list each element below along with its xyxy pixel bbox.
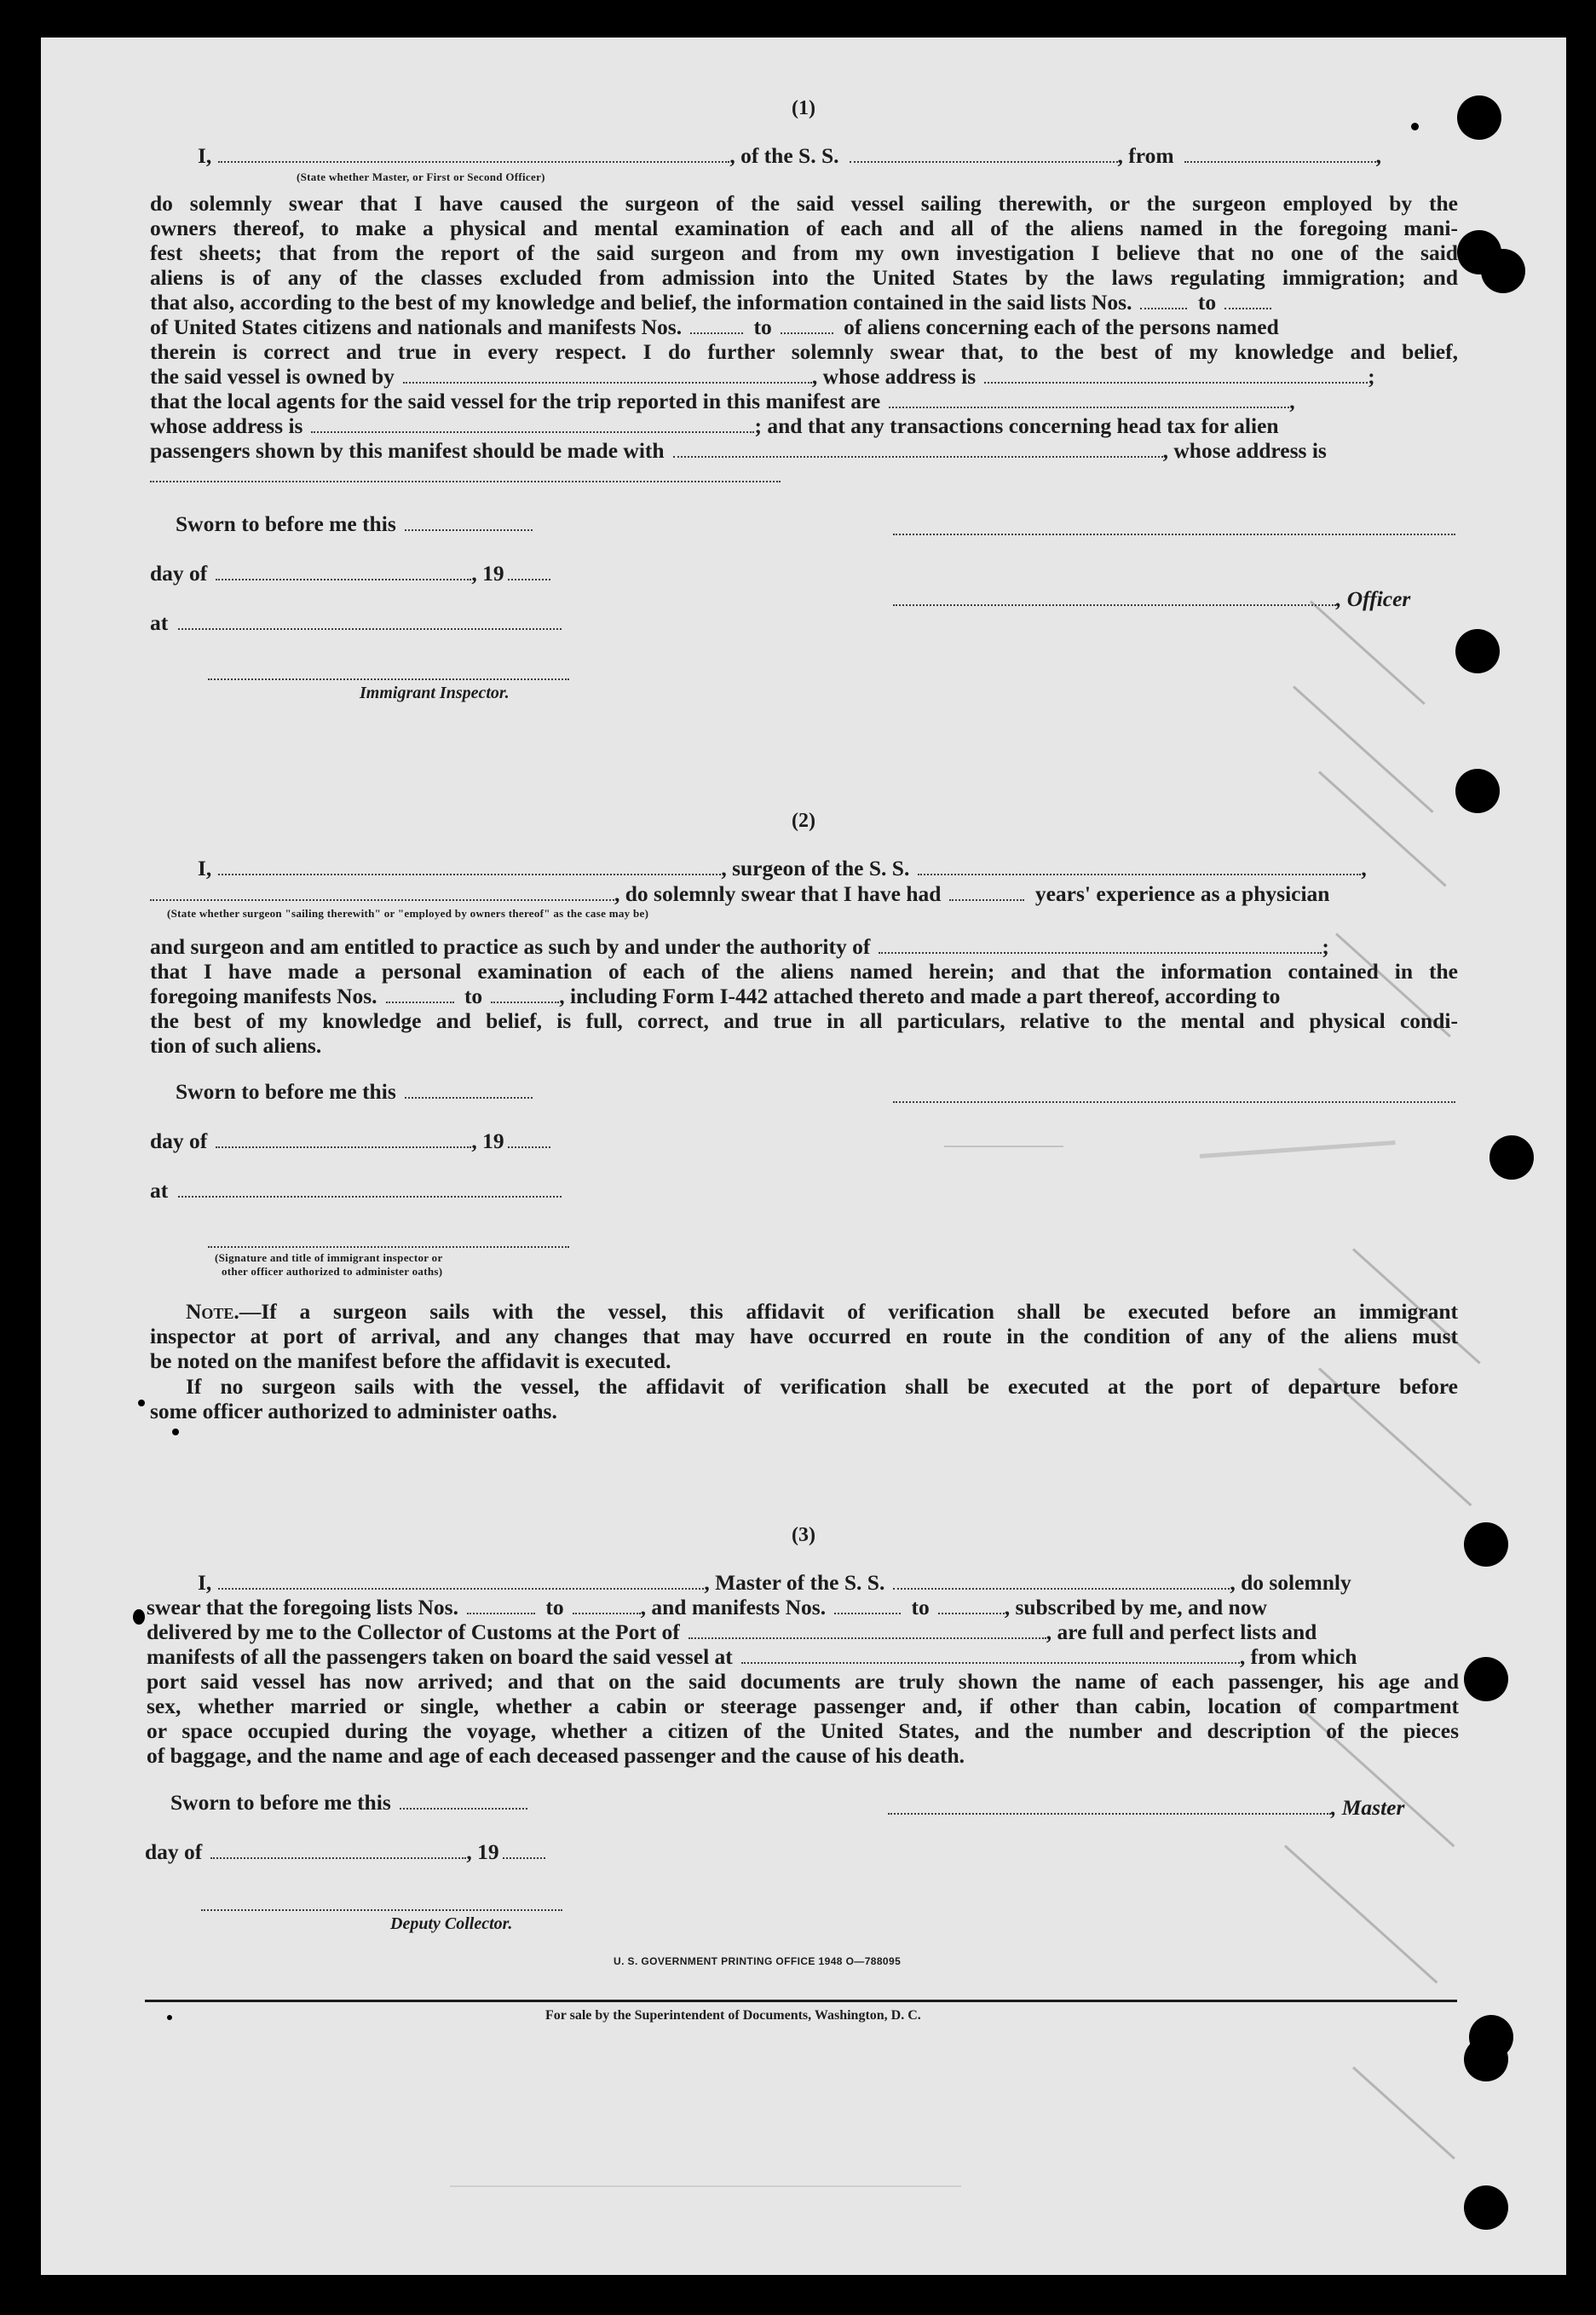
deputy-collector-signature-line[interactable]	[201, 1909, 562, 1911]
signature-caption: other officer authorized to administer oaths)	[222, 1265, 443, 1278]
deputy-collector-caption: Deputy Collector.	[390, 1914, 513, 1933]
ink-speck	[172, 1429, 179, 1435]
section-1-officer: , Officer	[893, 586, 1410, 612]
ink-speck	[133, 1609, 145, 1625]
section-1-body-line: aliens is of any of the classes excluded from admission into the United States by the laws regulating immigration; and	[150, 265, 1458, 290]
note-line: inspector at port of arrival, and any changes that may have occurred en route in the condition of any of the aliens must	[150, 1324, 1458, 1348]
section-1-number: (1)	[792, 97, 815, 119]
scan-streak	[1310, 600, 1426, 705]
ink-speck	[167, 2015, 172, 2020]
section-1-body-line: fest sheets; that from the report of the said surgeon and from my own investigation I believe that no one of the said	[150, 240, 1458, 265]
section-1-line-1: I, , of the S. S. , from ,	[198, 143, 1382, 168]
section-3-body-line: sex, whether married or single, whether a cabin or steerage passenger and, if other than cabin, location of compartment	[147, 1694, 1459, 1718]
inspector-signature-line[interactable]	[208, 678, 569, 680]
section-3-lists-line: swear that the foregoing lists Nos. to , and manifests Nos. to , subscribed by me, and now	[147, 1595, 1267, 1619]
section-1-day-of: day of , 19	[150, 561, 550, 586]
section-2-day-of: day of , 19	[150, 1129, 550, 1154]
section-1-lists-line: that also, according to the best of my knowledge and belief, the information contained in the said lists Nos. to	[150, 290, 1458, 315]
footer-rule	[145, 2000, 1457, 2002]
immigrant-inspector-caption: Immigrant Inspector.	[360, 684, 510, 702]
scan-streak	[1352, 2066, 1455, 2159]
binder-hole	[1464, 2185, 1508, 2230]
section-1-body-line: owners thereof, to make a physical and mental examination of each and all of the aliens named in the foregoing mani-	[150, 216, 1458, 240]
section-3-number: (3)	[792, 1524, 815, 1546]
binder-hole	[1455, 629, 1500, 673]
surgeon-type-note: (State whether surgeon "sailing therewith" or "employed by owners thereof" as the case may be)	[167, 907, 649, 920]
master-officer-note: (State whether Master, or First or Second Officer)	[297, 170, 545, 183]
surgeon-signature-line[interactable]	[893, 1101, 1455, 1103]
section-2-foregoing-line: foregoing manifests Nos. to , including Form I-442 attached thereto and made a part thereof, according to	[150, 984, 1281, 1008]
for-sale-line: For sale by the Superintendent of Documents, Washington, D. C.	[545, 2008, 921, 2023]
scan-streak	[1293, 685, 1433, 812]
scan-streak	[1200, 1140, 1396, 1158]
section-3-body-line: or space occupied during the voyage, whether a citizen of the United States, and the number and description of the pieces	[147, 1718, 1459, 1743]
section-3-body-line: port said vessel has now arrived; and that on the said documents are truly shown the name of each passenger, his age and	[147, 1669, 1459, 1694]
section-2-authority-line: and surgeon and am entitled to practice as such by and under the authority of ;	[150, 934, 1329, 959]
section-1-headtax-line: whose address is ; and that any transactions concerning head tax for alien	[150, 413, 1279, 438]
note-line: If no surgeon sails with the vessel, the affidavit of verification shall be executed at the port of departure before	[186, 1374, 1458, 1399]
ink-speck	[138, 1400, 145, 1406]
section-3-line-1: I, , Master of the S. S. , do solemnly	[198, 1570, 1351, 1595]
section-2-body-line: tion of such aliens.	[150, 1033, 322, 1058]
oath-officer-signature-line[interactable]	[208, 1246, 569, 1248]
binder-hole	[1464, 2037, 1508, 2081]
fill-line	[150, 481, 781, 482]
ink-speck	[1411, 123, 1419, 130]
master-signature-line[interactable]	[893, 534, 1455, 535]
gpo-imprint: U. S. GOVERNMENT PRINTING OFFICE 1948 O—788095	[614, 1955, 902, 1967]
section-3-body-line: of baggage, and the name and age of each deceased passenger and the cause of his death.	[147, 1743, 965, 1768]
signature-caption: (Signature and title of immigrant inspector or	[215, 1251, 443, 1264]
binder-hole	[1489, 1135, 1534, 1180]
section-1-sworn: Sworn to before me this	[176, 511, 533, 537]
section-3-day-of: day of , 19	[145, 1839, 545, 1865]
binder-hole	[1455, 769, 1500, 813]
binder-hole	[1464, 1657, 1508, 1701]
section-1-citizens-line: of United States citizens and nationals and manifests Nos. to of aliens concerning each of the persons named	[150, 315, 1279, 339]
section-3-manifests-line: manifests of all the passengers taken on board the said vessel at , from which	[147, 1644, 1357, 1669]
note-line: be noted on the manifest before the affidavit is executed.	[150, 1348, 671, 1373]
section-3-sworn: Sworn to before me this	[170, 1790, 527, 1816]
section-2-body-line: that I have made a personal examination of each of the aliens named herein; and that the information contained in the	[150, 959, 1458, 984]
binder-hole	[1481, 249, 1525, 293]
section-1-at: at	[150, 610, 562, 636]
section-2-at: at	[150, 1178, 562, 1204]
section-2-line-2: , do solemnly swear that I have had years' experience as a physician	[150, 881, 1458, 907]
section-1-agents-line: that the local agents for the said vessel for the trip reported in this manifest are ,	[150, 389, 1295, 413]
bleed-through-mark	[450, 2185, 961, 2187]
section-1-body-line: therein is correct and true in every respect. I do further solemnly swear that, to the best of my knowledge and belief,	[150, 339, 1458, 364]
scan-streak	[1284, 1844, 1438, 1983]
section-1-passengers-line: passengers shown by this manifest should be made with , whose address is	[150, 438, 1327, 463]
section-2-sworn: Sworn to before me this	[176, 1079, 533, 1105]
section-1-owned-line: the said vessel is owned by , whose address is ;	[150, 364, 1375, 389]
bleed-through-mark	[944, 1146, 1063, 1147]
document-page	[41, 38, 1566, 2275]
section-3-master: , Master	[888, 1795, 1404, 1821]
section-3-delivered-line: delivered by me to the Collector of Customs at the Port of , are full and perfect lists and	[147, 1619, 1317, 1644]
section-1-body-line: do solemnly swear that I have caused the surgeon of the said vessel sailing therewith, or the surgeon employed by the	[150, 191, 1458, 216]
note-line: some officer authorized to administer oaths.	[150, 1399, 557, 1423]
section-2-line-1: I, , surgeon of the S. S. ,	[198, 856, 1367, 880]
note-line: Note.—If a surgeon sails with the vessel, this affidavit of verification shall be executed before an immigrant	[186, 1299, 1458, 1324]
section-2-body-line: the best of my knowledge and belief, is full, correct, and true in all particulars, relative to the mental and physical condi-	[150, 1008, 1458, 1033]
section-2-number: (2)	[792, 810, 815, 832]
